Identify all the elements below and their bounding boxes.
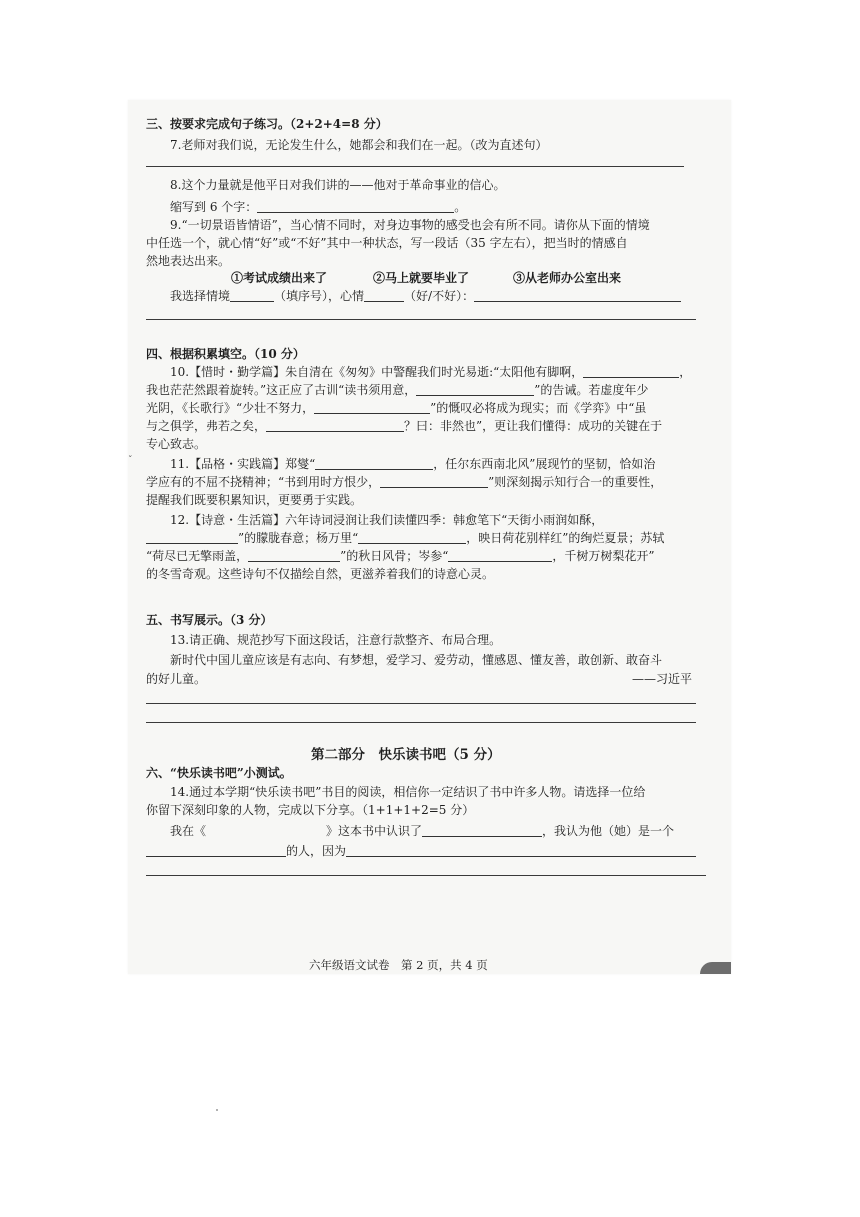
question-8: 8.这个力量就是他平日对我们讲的——他对于革命事业的信心。 xyxy=(170,178,506,192)
reason-blank[interactable] xyxy=(346,844,696,857)
question-7: 7.老师对我们说，无论发生什么，她都会和我们在一起。（改为直述句） xyxy=(170,138,548,152)
question-14-line-2: 你留下深刻印象的人物，完成以下分享。（1+1+1+2=5 分） xyxy=(146,803,475,817)
quote-author: ——习近平 xyxy=(632,672,693,686)
section-4-title: 四、根据积累填空。（10 分） xyxy=(146,347,305,361)
q12-blank-2[interactable] xyxy=(358,531,466,544)
page-corner-shadow xyxy=(700,962,731,974)
q10-line-3 xyxy=(146,400,646,416)
page-footer: 六年级语文试卷 第 2 页，共 4 页 xyxy=(309,958,488,972)
q12-text-3: “荷尽已无擎雨盖， xyxy=(146,549,249,563)
q10-blank-3[interactable] xyxy=(314,401,430,414)
q11-line-2 xyxy=(146,474,662,490)
section-3-title: 三、按要求完成句子练习。（2+2+4=8 分） xyxy=(146,117,388,131)
condense-period: 。 xyxy=(454,200,467,214)
question-8-condense xyxy=(170,199,466,215)
writing-line-2[interactable] xyxy=(146,319,696,320)
q12-blank-4[interactable] xyxy=(448,549,552,562)
reason-line-2[interactable] xyxy=(146,875,706,876)
quote-line-1: 新时代中国儿童应该是有志向、有梦想，爱学习、爱劳动，懂感恩、懂友善，敢创新、敢奋斗 xyxy=(170,653,663,667)
trait-blank[interactable] xyxy=(146,844,286,857)
mood-options: （好/不好）： xyxy=(404,289,475,303)
answer-line-q7[interactable] xyxy=(146,166,684,167)
condense-blank[interactable] xyxy=(257,200,454,213)
character-blank[interactable] xyxy=(422,824,542,837)
q10-text-2: ， xyxy=(679,365,692,379)
q12-text-1: ”的朦胧春意；杨万里“ xyxy=(238,531,359,545)
book-prefix: 我在《 xyxy=(170,824,207,838)
met-label: 》这本书中认识了 xyxy=(326,824,423,838)
speck xyxy=(216,1109,218,1111)
q12-text-4: ”的秋日风骨；岑参“ xyxy=(340,549,449,563)
writing-blank-1[interactable] xyxy=(474,289,681,302)
margin-mark: ˇ xyxy=(128,456,133,466)
q10-blank-4[interactable] xyxy=(266,419,404,432)
q11-text-4: ”则深刻揭示知行合一的重要性， xyxy=(488,475,663,489)
question-13: 13.请正确、规范抄写下面这段话，注意行款整齐、布局合理。 xyxy=(170,633,502,647)
choice-line xyxy=(170,288,681,304)
option-2: ②马上就要毕业了 xyxy=(373,271,470,285)
q11-blank-2[interactable] xyxy=(380,475,488,488)
copy-line-2[interactable] xyxy=(146,722,696,723)
choice-label: 我选择情境 xyxy=(170,289,231,303)
q11-line-1 xyxy=(170,456,655,472)
q10-line-4 xyxy=(146,418,662,434)
option-3: ③从老师办公室出来 xyxy=(513,271,622,285)
section-5-title: 五、书写展示。（3 分） xyxy=(146,613,273,627)
q10-blank-1[interactable] xyxy=(583,365,679,378)
q11-text-1: 11.【品格・实践篇】郑燮“ xyxy=(170,457,316,471)
mood-blank[interactable] xyxy=(364,289,404,302)
q10-text-3: 我也茫茫然跟着旋转。”这正应了古训“读书须用意， xyxy=(146,383,417,397)
scene-number-blank[interactable] xyxy=(230,289,274,302)
quote-line-2: 的好儿童。 xyxy=(146,672,207,686)
question-9-line-1: 9.“一切景语皆情语”，当心情不同时，对身边事物的感受也会有所不同。请你从下面的情境 xyxy=(170,218,650,232)
q10-text-4: ”的告诫。若虚度年少 xyxy=(534,383,649,397)
q11-line-3: 提醒我们既要积累知识，更要勇于实践。 xyxy=(146,493,363,507)
question-9-line-3: 然地表达出来。 xyxy=(146,254,231,268)
q12-line-1: 12.【诗意・生活篇】六年诗词浸润让我们读懂四季：韩愈笔下“天街小雨润如酥， xyxy=(170,513,604,527)
q12-blank-3[interactable] xyxy=(248,549,340,562)
q14-fill-line-2 xyxy=(146,843,696,859)
reason-label: 的人，因为 xyxy=(286,844,347,858)
q11-text-3: 学应有的不屈不挠精神；“书到用时方恨少， xyxy=(146,475,381,489)
q10-text-6: ”的慨叹必将成为现实；而《学弈》中“虽 xyxy=(430,401,647,415)
q10-text-8: ？曰：非然也”，更让我们懂得：成功的关键在于 xyxy=(404,419,663,433)
condense-prompt: 缩写到 6 个字： xyxy=(170,200,258,214)
q12-text-5: ，千树万树梨花开” xyxy=(552,549,655,563)
q10-line-2 xyxy=(146,382,648,398)
opinion-label: ，我认为他（她）是一个 xyxy=(542,824,675,838)
q10-line-5: 专心致志。 xyxy=(146,437,207,451)
q10-text-7: 与之俱学，弗若之矣， xyxy=(146,419,267,433)
option-1: ①考试成绩出来了 xyxy=(231,271,328,285)
part-2-title: 第二部分 快乐读书吧（5 分） xyxy=(311,747,501,763)
q12-blank-1[interactable] xyxy=(146,531,238,544)
copy-line-1[interactable] xyxy=(146,703,696,704)
q10-blank-2[interactable] xyxy=(416,383,534,396)
q11-blank-1[interactable] xyxy=(315,457,433,470)
q10-text-1: 10.【惜时・勤学篇】朱自清在《匆匆》中警醒我们时光易逝:“太阳他有脚啊， xyxy=(170,365,584,379)
q12-line-2 xyxy=(146,530,664,546)
q12-text-2: ，映日荷花别样红”的绚烂夏景；苏轼 xyxy=(466,531,665,545)
q12-line-4: 的冬雪奇观。这些诗句不仅描绘自然，更滋养着我们的诗意心灵。 xyxy=(146,567,495,581)
q12-line-3 xyxy=(146,548,655,564)
question-9-line-2: 中任选一个，就心情“好”或“不好”其中一种状态，写一段话（35 字左右），把当时的情感自 xyxy=(146,236,628,250)
q10-text-5: 光阴，《长歌行》“少壮不努力， xyxy=(146,401,315,415)
question-14-line-1: 14.通过本学期“快乐读书吧”书目的阅读，相信你一定结识了书中许多人物。请选择一位给 xyxy=(170,785,646,799)
q14-fill-line-1 xyxy=(170,823,674,839)
section-6-title: 六、“快乐读书吧”小测试。 xyxy=(146,766,292,780)
q10-line-1 xyxy=(170,364,691,380)
mood-label: （填序号），心情 xyxy=(274,289,365,303)
q11-text-2: ，任尔东西南北风”展现竹的坚韧，恰如治 xyxy=(433,457,656,471)
